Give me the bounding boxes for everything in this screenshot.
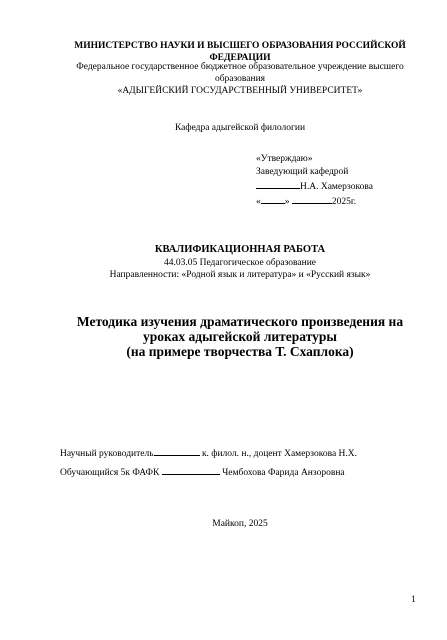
supervisor-name: к. филол. н., доцент Хамерзокова Н.Х. [201, 449, 358, 459]
approval-date-line [256, 194, 431, 209]
day-blank [261, 194, 285, 204]
institution-type: Федеральное государственное бюджетное образовательное учреждение высшего образования [76, 62, 404, 84]
work-type: КВАЛИФИКАЦИОННАЯ РАБОТА [154, 244, 326, 255]
signature-blank [256, 179, 300, 189]
university-name: «АДЫГЕЙСКИЙ ГОСУДАРСТВЕННЫЙ УНИВЕРСИТЕТ» [117, 86, 363, 96]
approval-head-title: Заведующий кафедрой [256, 167, 349, 177]
approval-head-name: Н.А. Хамерзокова [300, 182, 373, 192]
thesis-title [48, 314, 432, 359]
approval-signature-line [256, 179, 431, 194]
supervisor-signature-blank [154, 446, 200, 456]
date-year: 2025г. [331, 197, 357, 207]
student-name: Чембохова Фарида Анзоровна [222, 468, 345, 478]
thesis-title-line-2: уроках адыгейской литературы [143, 329, 337, 344]
department-name: Кафедра адыгейской филологии [174, 123, 306, 133]
supervisor-label: Научный руководитель [60, 449, 154, 459]
specialty-profile: Направленности: «Родной язык и литература» и «Русский язык» [109, 270, 371, 280]
specialty-code: 44.03.05 Педагогическое образование [163, 258, 316, 268]
month-blank [292, 194, 332, 204]
thesis-title-line-1: Методика изучения драматического произведения на [76, 314, 404, 329]
approval-block [256, 153, 431, 209]
student-line [60, 465, 345, 478]
thesis-title-line-3: (на примере творчества Т. Схаплока) [126, 344, 354, 359]
ministry-heading: МИНИСТЕРСТВО НАУКИ И ВЫСШЕГО ОБРАЗОВАНИЯ РОССИЙСКОЙ ФЕДЕРАЦИИ [74, 41, 406, 63]
date-open-quote: « [256, 197, 261, 207]
date-close-quote: » [284, 197, 290, 207]
approval-label: «Утверждаю» [256, 154, 313, 164]
student-label: Обучающийся 5к ФАФК [60, 468, 160, 478]
supervisor-line [60, 446, 357, 459]
city-year: Майкоп, 2025 [212, 519, 268, 529]
page-number: 1 [411, 595, 416, 605]
student-signature-blank [162, 465, 220, 475]
